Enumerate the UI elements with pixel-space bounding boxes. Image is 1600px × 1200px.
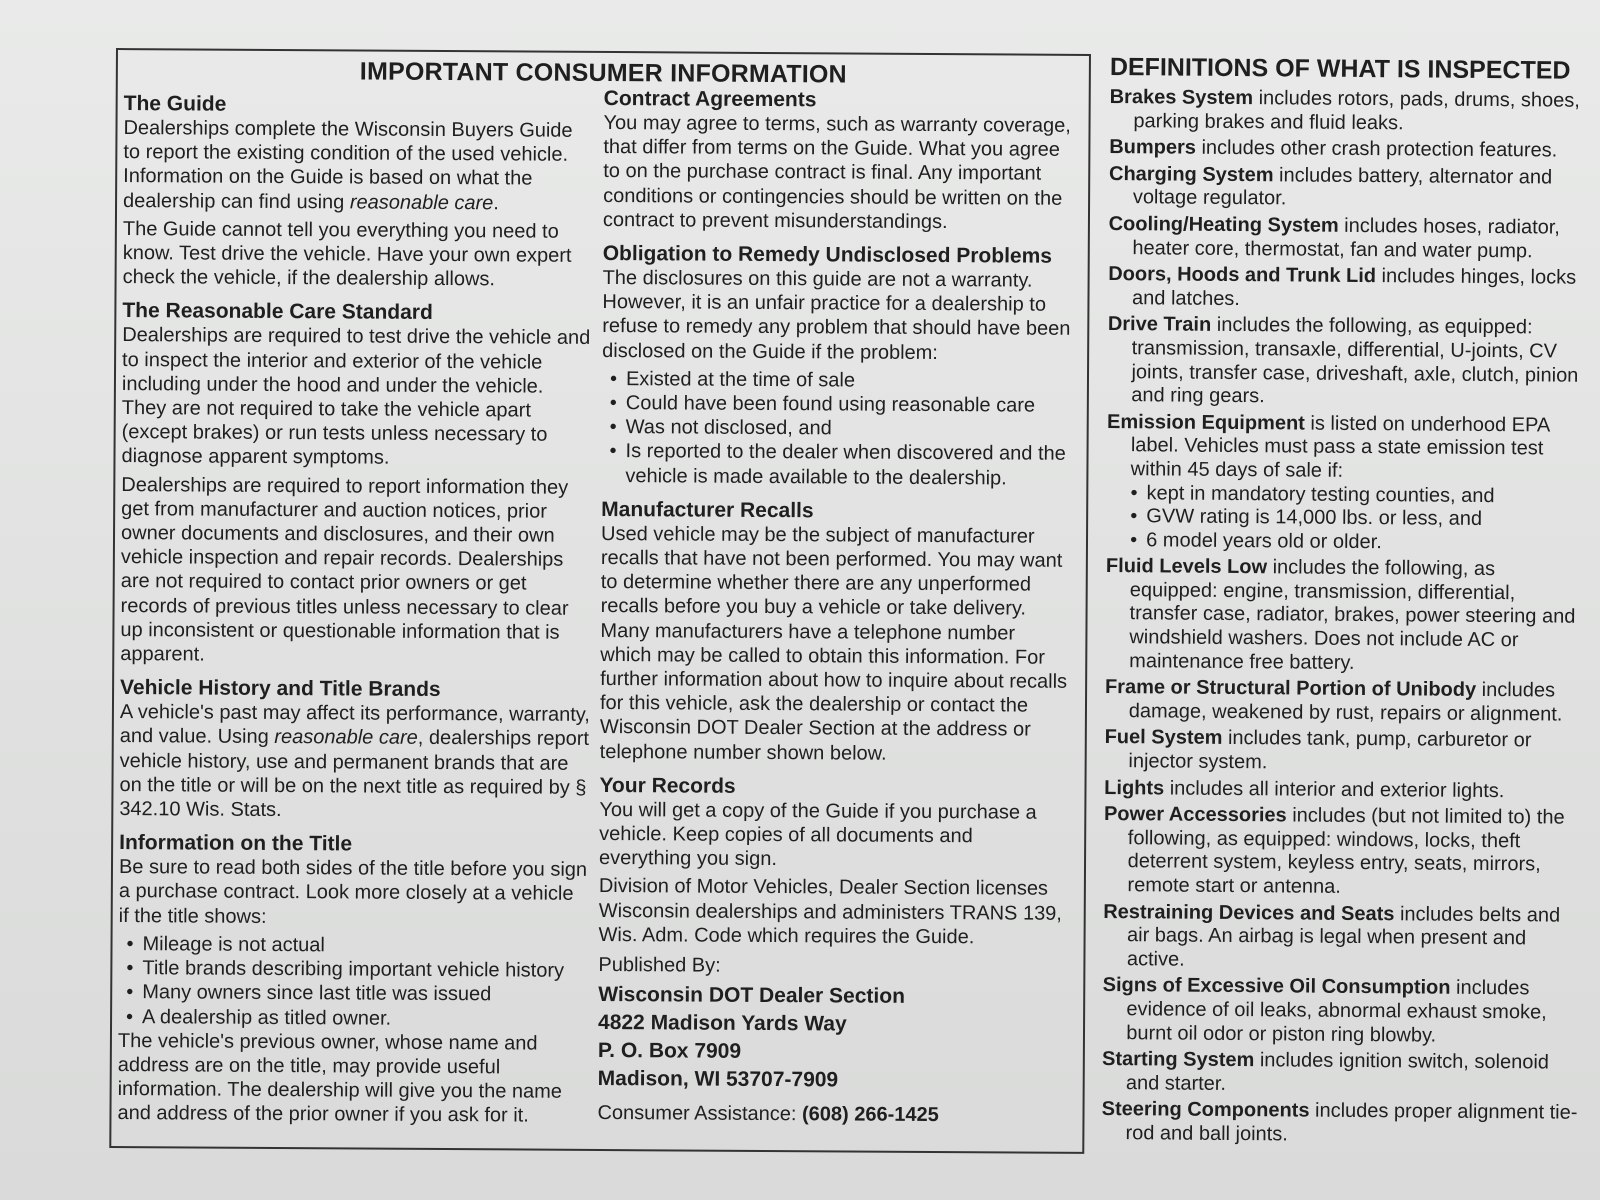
definition-term: Charging System bbox=[1108, 162, 1274, 187]
obligation-bullet-list bbox=[601, 367, 1072, 491]
paragraph: Division of Motor Vehicles, Dealer Section licenses Wisconsin dealerships and administers TRANS 139, Wis. Adm. Code which requires the Guide. bbox=[598, 875, 1062, 949]
paragraph-text: A vehicle's past may affect its performance, warranty, and value. Using bbox=[119, 701, 590, 749]
section-heading: Obligation to Remedy Undisclosed Problems bbox=[602, 241, 1053, 268]
definition-term: Fluid Levels Low bbox=[1105, 555, 1268, 579]
section-vehicle-history bbox=[119, 676, 590, 824]
definition-term: Steering Components bbox=[1101, 1098, 1310, 1122]
definition-item bbox=[1109, 86, 1589, 137]
definition-text: includes hinges, locks and latches. bbox=[1131, 265, 1577, 310]
list-item: • Many owners since last title was issued bbox=[126, 980, 588, 1007]
paragraph-text: Dealerships complete the Wisconsin Buyers Guide to report the existing condition of the used vehicle. Information on the Guide is based on what the dealership can find using bbox=[123, 117, 573, 214]
definition-item bbox=[1104, 777, 1584, 804]
column-one bbox=[117, 92, 593, 1138]
definition-text: includes rotors, pads, drums, shoes, parking brakes and fluid leaks. bbox=[1133, 87, 1580, 134]
paragraph-text: . bbox=[493, 191, 499, 214]
list-item: • 6 model years old or older. bbox=[1130, 529, 1586, 556]
definition-text: includes tank, pump, carburetor or injector system. bbox=[1128, 727, 1532, 774]
section-heading: Information on the Title bbox=[119, 831, 353, 856]
publisher-name: Wisconsin DOT Dealer Section bbox=[598, 983, 906, 1009]
paragraph: You may agree to terms, such as warranty coverage, that differ from terms on the Guide. What you agree to on the purchase contract is final. Any important conditions or contingencies should be written on the contract to prevent misunderstandings. bbox=[602, 111, 1071, 233]
section-reasonable-care bbox=[120, 299, 592, 669]
definition-text: includes ignition switch, solenoid and starter. bbox=[1125, 1049, 1550, 1095]
definition-item bbox=[1108, 213, 1588, 264]
definition-term: Brakes System bbox=[1109, 85, 1254, 110]
definition-text: includes evidence of oil leaks, abnormal exhaust smoke, burnt oil odor or piston ring blowby. bbox=[1126, 977, 1547, 1047]
definition-text: includes other crash protection features. bbox=[1195, 136, 1558, 162]
definition-text: includes battery, alternator and voltage regulator. bbox=[1132, 164, 1553, 210]
publisher-city: Madison, WI 53707-7909 bbox=[597, 1067, 839, 1092]
section-contract bbox=[603, 87, 1074, 235]
definition-term: Power Accessories bbox=[1103, 803, 1287, 827]
paragraph bbox=[119, 700, 590, 824]
emission-bullet-list bbox=[1130, 482, 1587, 556]
definition-item bbox=[1109, 163, 1589, 214]
assist-label: Consumer Assistance: bbox=[597, 1102, 803, 1126]
definition-term: Bumpers bbox=[1109, 136, 1197, 159]
paragraph: The Guide cannot tell you everything you need to know. Test drive the vehicle. Have your own expert check the vehicle, if the dealership allows. bbox=[122, 217, 572, 291]
definition-text: includes proper alignment tie-rod and ball joints. bbox=[1125, 1099, 1578, 1146]
list-item: • Could have been found using reasonable care bbox=[610, 391, 1072, 418]
definition-item bbox=[1104, 726, 1584, 777]
consumer-assistance bbox=[597, 1101, 1067, 1128]
definition-text: includes belts and air bags. An airbag is legal when present and active. bbox=[1126, 902, 1561, 971]
definition-text: includes all interior and exterior lights. bbox=[1164, 777, 1505, 802]
definition-text: includes the following, as equipped: engine, transmission, differential, transfer case, radiator, brakes, power steering and windshield washers. Does not include AC or maintenance free battery. bbox=[1129, 556, 1576, 674]
paragraph: Used vehicle may be the subject of manufacturer recalls that have not been performed. You may want to determine whether there are any unperformed recalls before you buy a vehicle or take delivery. Many manufacturers have a telephone number which may be called to obtain this information. For further information about how to inquire about recalls for this vehicle, ask the dealership or contact the Wisconsin DOT Dealer Section at the address or telephone number shown below. bbox=[599, 522, 1068, 765]
italic-text: reasonable care bbox=[349, 191, 494, 214]
publisher-po-box: P. O. Box 7909 bbox=[597, 1039, 742, 1064]
definitions-title: DEFINITIONS OF WHAT IS INSPECTED bbox=[1109, 52, 1571, 85]
definitions-column bbox=[1101, 52, 1590, 1152]
definition-item bbox=[1103, 803, 1584, 901]
definition-term: Signs of Excessive Oil Consumption bbox=[1102, 974, 1451, 1000]
section-heading: The Guide bbox=[123, 92, 227, 116]
definition-item bbox=[1102, 974, 1583, 1049]
definition-item bbox=[1105, 676, 1585, 727]
definition-term: Drive Train bbox=[1107, 313, 1212, 337]
definition-item bbox=[1103, 901, 1584, 976]
definitions-list bbox=[1101, 86, 1589, 1149]
definition-term: Restraining Devices and Seats bbox=[1103, 900, 1395, 925]
definition-term: Emission Equipment bbox=[1107, 410, 1305, 435]
definition-text: includes hoses, radiator, heater core, thermostat, fan and water pump. bbox=[1132, 214, 1561, 262]
paragraph: Dealerships are required to report information they get from manufacturer and auction notices, prior owner documents and disclosures, and their own vehicle inspection and repair records. Dealerships are not required to contact prior owners or get records of previous titles unless necessary to clear up inconsistent or questionable information that is apparent. bbox=[120, 473, 569, 666]
paragraph bbox=[123, 116, 594, 216]
definition-term: Doors, Hoods and Trunk Lid bbox=[1108, 263, 1377, 288]
definition-text: includes (but not limited to) the following, as equipped: windows, locks, theft deterrent system, keyless entry, seats, mirrors, remote start or antenna. bbox=[1127, 804, 1565, 898]
paragraph: Dealerships are required to test drive the vehicle and to inspect the interior and exterior of the vehicle including under the hood and under the vehicle. They are not required to take the vehicle apart (except brakes) or run tests unless necessary to diagnose apparent symptoms. bbox=[121, 324, 591, 470]
paragraph: The vehicle's previous owner, whose name and address are on the title, may provide useful information. The dealership will give you the name and address of the prior owner if you ask for it. bbox=[117, 1029, 563, 1127]
definition-item bbox=[1107, 313, 1588, 411]
paragraph: Be sure to read both sides of the title before you sign a purchase contract. Look more closely at a vehicle if the title shows: bbox=[118, 856, 588, 928]
box-title: IMPORTANT CONSUMER INFORMATION bbox=[359, 57, 847, 89]
list-item: • Is reported to the dealer when discovered and the vehicle is made available to the dealership. bbox=[609, 439, 1071, 490]
title-bullet-list bbox=[118, 932, 589, 1032]
section-recalls bbox=[600, 498, 1072, 767]
section-heading: Manufacturer Recalls bbox=[601, 497, 814, 523]
definition-text: includes damage, weakened by rust, repairs or alignment. bbox=[1128, 679, 1563, 726]
list-item: • Mileage is not actual bbox=[126, 932, 588, 959]
list-item: • A dealership as titled owner. bbox=[126, 1005, 588, 1032]
definition-term: Frame or Structural Portion of Unibody bbox=[1104, 676, 1477, 702]
assist-phone: (608) 266-1425 bbox=[801, 1103, 939, 1127]
consumer-info-box bbox=[109, 48, 1091, 1154]
definition-text: includes the following, as equipped: transmission, transaxle, differential, U-joints, CV joints, transfer case, driveshaft, axle, clutch, pinion and ring gears. bbox=[1131, 314, 1579, 408]
section-heading: Contract Agreements bbox=[603, 86, 817, 112]
definition-item bbox=[1101, 1098, 1581, 1149]
list-item: • Existed at the time of sale bbox=[610, 367, 1072, 394]
definition-item bbox=[1102, 1048, 1582, 1099]
section-the-guide bbox=[123, 92, 594, 292]
section-heading: Vehicle History and Title Brands bbox=[120, 676, 441, 702]
definition-item bbox=[1108, 263, 1588, 314]
definition-item bbox=[1106, 411, 1587, 556]
section-title-info bbox=[117, 831, 589, 1128]
section-obligation bbox=[601, 242, 1072, 491]
paragraph: You will get a copy of the Guide if you purchase a vehicle. Keep copies of all documents and everything you sign. bbox=[598, 798, 1037, 871]
column-two bbox=[597, 87, 1073, 1138]
published-by-label: Published By: bbox=[598, 954, 721, 977]
definition-term: Cooling/Heating System bbox=[1108, 212, 1339, 237]
paragraph: The disclosures on this guide are not a warranty. However, it is an unfair practice for a dealership to refuse to remedy any problem that should have been disclosed on the Guide if the problem: bbox=[602, 266, 1071, 364]
definition-term: Lights bbox=[1104, 776, 1165, 800]
list-item: • GVW rating is 14,000 lbs. or less, and bbox=[1130, 505, 1586, 532]
paragraph-text: , dealerships report vehicle history, use and permanent brands that are on the title or will be on the next title as required by § 342.10 Wis. Stats. bbox=[119, 727, 590, 822]
publisher-street: 4822 Madison Yards Way bbox=[597, 1011, 847, 1036]
section-your-records bbox=[597, 774, 1069, 1128]
section-heading: Your Records bbox=[599, 773, 736, 798]
list-item: • Was not disclosed, and bbox=[610, 415, 1072, 442]
definition-item bbox=[1109, 136, 1589, 163]
definition-term: Fuel System bbox=[1104, 726, 1223, 750]
list-item: • Title brands describing important vehicle history bbox=[126, 956, 588, 983]
italic-text: reasonable care bbox=[274, 726, 418, 750]
list-item: • kept in mandatory testing counties, and bbox=[1130, 482, 1586, 509]
definition-text: is listed on underhood EPA label. Vehicles must pass a state emission test within 45 days of sale if: bbox=[1130, 412, 1550, 482]
definition-term: Starting System bbox=[1102, 1048, 1255, 1072]
section-heading: The Reasonable Care Standard bbox=[122, 299, 433, 325]
definition-item bbox=[1105, 555, 1586, 677]
